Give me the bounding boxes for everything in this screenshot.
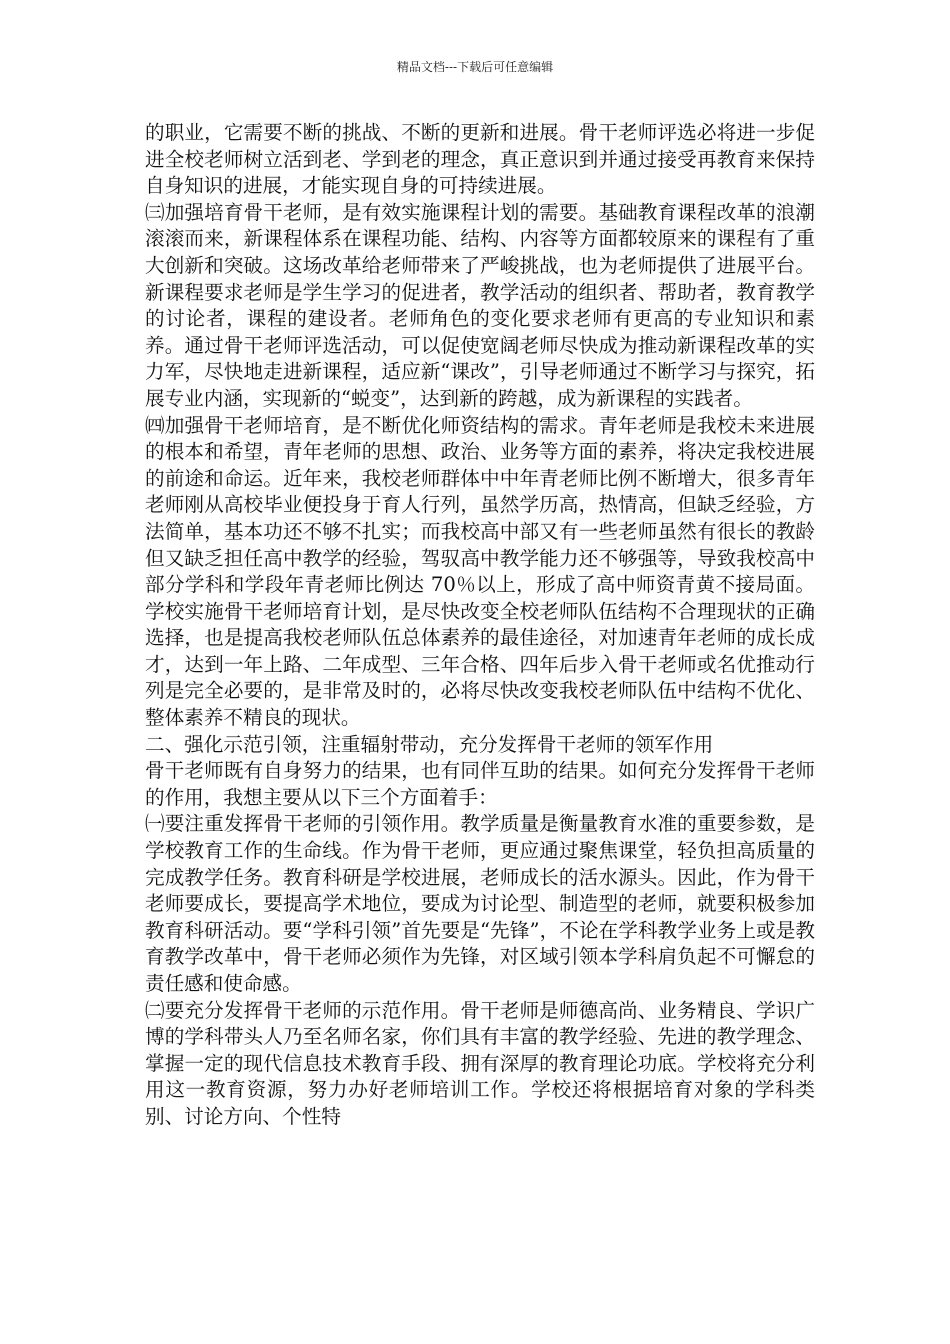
paragraph: ㈠要注重发挥骨干老师的引领作用。教学质量是衡量教育水准的重要参数，是学校教育工作的生命线。作为骨干老师，更应通过聚焦课堂，轻负担高质量的完成教学任务。教育科研是学校进展，老师成长的活水源头。因此，作为骨干老师要成长，要提高学术地位，要成为讨论型、制造型的老师，就要积极参加教育科研活动。要“学科引领”首先要是“先锋”，不论在学科教学业务上或是教育教学改革中，骨干老师必须作为先锋，对区域引领本学科肩负起不可懈怠的责任感和使命感。	[145, 812, 815, 995]
paragraph: ㈣加强骨干老师培育，是不断优化师资结构的需求。青年老师是我校未来进展的根本和希望，青年老师的思想、政治、业务等方面的素养，将决定我校进展的前途和命运。近年来，我校老师群体中中年青老师比例不断增大，很多青年老师刚从高校毕业便投身于育人行列，虽然学历高，热情高，但缺乏经验，方法简单，基本功还不够不扎实；而我校高中部又有一些老师虽然有很长的教龄但又缺乏担任高中教学的经验，驾驭高中教学能力还不够强等，导致我校高中部分学科和学段年青老师比例达 70％以上，形成了高中师资青黄不接局面。学校实施骨干老师培育计划，是尽快改变全校老师队伍结构不合理现状的正确选择，也是提高我校老师队伍总体素养的最佳途径，对加速青年老师的成长成才，达到一年上路、二年成型、三年合格、四年后步入骨干老师或名优推动行列是完全必要的，是非常及时的，必将尽快改变我校老师队伍中结构不优化、整体素养不精良的现状。	[145, 413, 815, 730]
paragraph: ㈡要充分发挥骨干老师的示范作用。骨干老师是师德高尚、业务精良、学识广博的学科带头人乃至名师名家，你们具有丰富的教学经验、先进的教学理念、掌握一定的现代信息技术教育手段、拥有深厚的教育理论功底。学校将充分利用这一教育资源，努力办好老师培训工作。学校还将根据培育对象的学科类别、讨论方向、个性特	[145, 998, 815, 1128]
paragraph: 骨干老师既有自身努力的结果，也有同伴互助的结果。如何充分发挥骨干老师的作用，我想主要从以下三个方面着手：	[145, 759, 815, 809]
section-heading: 二、强化示范引领，注重辐射带动，充分发挥骨干老师的领军作用	[145, 732, 714, 756]
page-header: 精品文档---下载后可任意编辑	[396, 60, 554, 74]
paragraph: ㈢加强培育骨干老师，是有效实施课程计划的需要。基础教育课程改革的浪潮滚滚而来，新课程体系在课程功能、结构、内容等方面都较原来的课程有了重大创新和突破。这场改革给老师带来了严峻挑战，也为老师提供了进展平台。新课程要求老师是学生学习的促进者，教学活动的组织者、帮助者，教育教学的讨论者，课程的建设者。老师角色的变化要求老师有更高的专业知识和素养。通过骨干老师评选活动，可以促使宽阔老师尽快成为推动新课程改革的实力军，尽快地走进新课程，适应新“课改”，引导老师通过不断学习与探究，拓展专业内涵，实现新的“蜕变”，达到新的跨越，成为新课程的实践者。	[145, 200, 815, 410]
document-body	[145, 120, 815, 1131]
paragraph: 的职业，它需要不断的挑战、不断的更新和进展。骨干老师评选必将进一步促进全校老师树立活到老、学到老的理念，真正意识到并通过接受再教育来保持自身知识的进展，才能实现自身的可持续进展。	[145, 121, 815, 198]
